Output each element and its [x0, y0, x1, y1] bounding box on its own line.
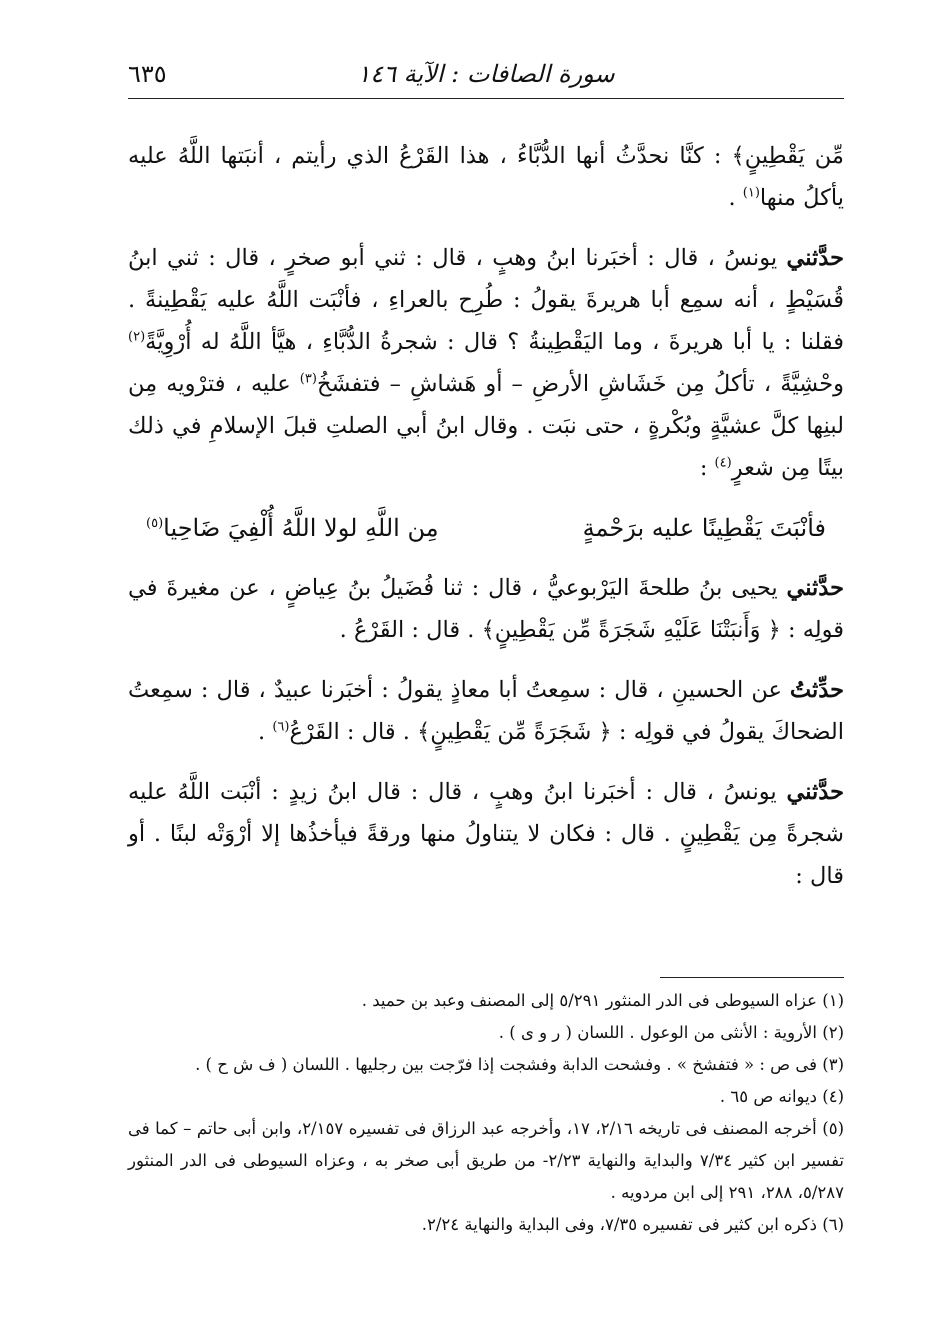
footnote-ref: (٦)	[272, 719, 290, 735]
verse-second-hemistich: مِن اللَّهِ لولا اللَّهُ أُلْفِيَ ضَاحِيا$^{(٥)}$	[146, 514, 439, 542]
paragraph-5: حدَّثني يونسُ ، قال : أخبَرنا ابنُ وهبٍ ، قال : قال ابنُ زيدٍ : أنْبَت اللَّهُ عليه شجرةً مِن يَقْطِينٍ . قال : فكان لا يتناولُ منها ورقةً فيأخذُها إلا أرْوَتْه لبنًا . أو قال :	[128, 779, 844, 889]
poetry-verse	[128, 507, 844, 549]
footnote-ref: (١)	[742, 185, 760, 201]
verse-first-hemistich: فأنْبَتَ يَقْطِينًا عليه برَحْمةٍ	[582, 514, 826, 542]
narration-lead: حدِّثتُ	[789, 677, 844, 703]
page-number: ٦٣٥	[128, 60, 167, 88]
paragraph-2: حدَّثني يونسُ ، قال : أخبَرنا ابنُ وهبٍ ، قال : ثني أبو صخرٍ ، قال : ثني ابنُ قُسَيْطٍ ، أنه سمِع أبا هريرةَ يقولُ : طُرِح بالعراءِ ، فأنْبَت اللَّهُ عليه يَقْطِينةً . فقلنا : يا أبا هريرةَ ، وما اليَقْطِينةُ ؟ قال : شجرةُ الدُّبَّاءِ ، هيَّأ اللَّهُ له أُرْوِيَّةً$^{(٢)}$ وحْشِيَّةً ، تأكلُ مِن خَشَاشِ الأرضِ – أو هَشاشِ – فتفشَخُ$^{(٣)}$ عليه ، فترْويه مِن لبنِها كلَّ عشيَّةٍ وبُكْرةٍ ، حتى نبَت . وقال ابنُ أبي الصلتِ قبلَ الإسلامِ في ذلك بيتًا مِن شعرٍ$^{(٤)}$ :	[128, 245, 844, 481]
footnote-ref: (٣)	[299, 371, 317, 387]
narration-lead: حدَّثني	[786, 245, 844, 271]
surah-title: سورة الصافات : الآية ١٤٦	[357, 60, 615, 88]
footnote-ref: (٥)	[146, 516, 164, 531]
footnote-ref: (٤)	[714, 455, 732, 471]
footnote-ref: (٢)	[128, 329, 146, 345]
footnote-rule	[660, 977, 844, 978]
footnote-3: (٣) فى ص : « فتفشخ » . وفشحت الدابة وفشجت إذا فرّجت بين رجليها . اللسان ( ف ش ح ) .	[195, 1055, 844, 1074]
paragraph-4: حدِّثتُ عن الحسينِ ، قال : سمِعتُ أبا معاذٍ يقولُ : أخبَرنا عبيدٌ ، قال : سمِعتُ الضحاكَ يقولُ في قولِه : ﴿ شَجَرَةً مِّن يَقْطِينٍ﴾ . قال : القَرْعُ$^{(٦)}$ .	[128, 677, 844, 745]
footnotes	[128, 985, 844, 1241]
running-header	[128, 52, 844, 96]
paragraph-1: مِّن يَقْطِينٍ﴾ : كنَّا نحدَّثُ أنها الدُّبَّاءُ ، هذا القَرْعُ الذي رأيتم ، أنبَتها اللَّهُ عليه يأكلُ منها$^{(١)}$ .	[128, 143, 844, 211]
footnote-6: (٦) ذكره ابن كثير فى تفسيره ٧/٣٥، وفى البداية والنهاية ٢/٢٤.	[421, 1215, 844, 1234]
header-rule	[128, 98, 844, 99]
narration-lead: حدَّثني	[786, 575, 844, 601]
main-text	[128, 135, 844, 915]
footnote-4: (٤) ديوانه ص ٦٥ .	[719, 1087, 844, 1106]
narration-lead: حدَّثني	[786, 779, 844, 805]
footnote-5: (٥) أخرجه المصنف فى تاريخه ٢/١٦، ١٧، وأخرجه عبد الرزاق فى تفسيره ٢/١٥٧، وابن أبى حاتم – كما فى تفسير ابن كثير ٧/٣٤ والبداية والنهاية ٢/٢٣- من طريق أبى صخر به ، وعزاه السيوطى فى الدر المنثور ٥/٢٨٧، ٢٨٨، ٢٩١ إلى ابن مردويه .	[128, 1119, 845, 1202]
footnote-2: (٢) الأروية : الأنثى من الوعول . اللسان ( ر و ى ) .	[498, 1023, 844, 1042]
footnote-1: (١) عزاه السيوطى فى الدر المنثور ٥/٢٩١ إلى المصنف وعبد بن حميد .	[361, 991, 844, 1010]
paragraph-3: حدَّثني يحيى بنُ طلحةَ اليَرْبوعيُّ ، قال : ثنا فُضَيلُ بنُ عِياضٍ ، عن مغيرةَ في قولِه : ﴿ وَأَنبَتْنَا عَلَيْهِ شَجَرَةً مِّن يَقْطِينٍ﴾ . قال : القَرْعُ .	[128, 575, 844, 643]
